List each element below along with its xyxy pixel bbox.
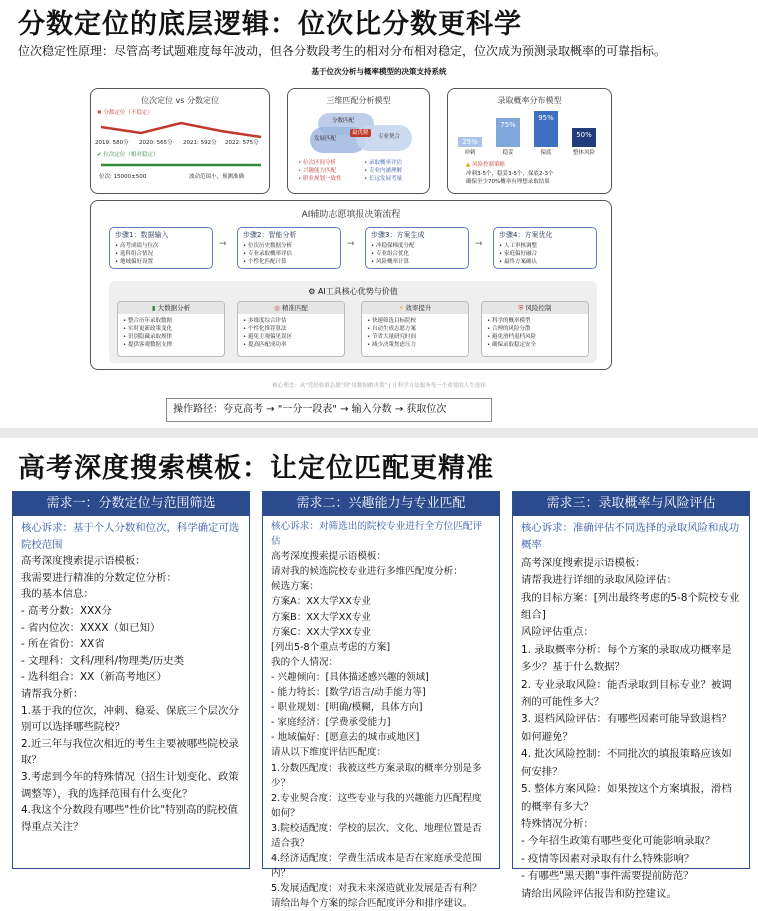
rank-line-chart xyxy=(97,161,265,169)
step-4: 步骤4：方案优化 • 人工审核调整 • 家庭偏好融合 • 最终方案确认 xyxy=(493,227,597,269)
step-3: 步骤3：方案生成 • 冲稳保梯度分配 • 专业组合优化 • 风险概率计算 xyxy=(365,227,469,269)
adv-precise-match: ◎ 精准匹配 • 多维度综合评估 • 个性化推荐算法 • 避免主观偏见误区 • 提高匹配成功率 xyxy=(237,301,345,357)
text-line: 2.近三年与我位次相近的考生主要被哪些院校录取？ xyxy=(21,737,239,767)
match-model-panel xyxy=(287,88,430,194)
score-line-chart xyxy=(97,119,265,141)
prob-panel-title: 录取概率分布模型 xyxy=(497,96,562,105)
match-bullets-right: • 录取概率评估 • 专业内涵理解 • 长远发展考量 xyxy=(364,160,402,182)
text-line: 5.发展适配度：对我未来深造就业发展是否有利？ xyxy=(271,883,482,895)
score-label: ✖ 分数定位（不稳定） xyxy=(97,110,153,116)
step-4-title: 步骤4：方案优化 xyxy=(499,231,553,239)
text-line: 5. 整体方案风险：如果按这个方案填报，滑档的概率有多大？ xyxy=(521,783,732,813)
text-line: - 能力特长：[数学/语言/动手能力等] xyxy=(271,687,426,699)
warning-icon: ▲ xyxy=(466,162,471,168)
text-line: - 省内位次：XXXX（如已知） xyxy=(21,621,161,634)
probability-bar: 75% xyxy=(496,118,520,147)
text-line: 请帮我分析： xyxy=(21,687,84,700)
year-2022: 2022: 575分 xyxy=(225,140,259,146)
text-line: 方案B：XX大学XX专业 xyxy=(271,611,372,623)
text-line: 请给出每个方案的综合匹配度评分和排序建议。 xyxy=(271,898,473,910)
cross-icon: ✖ xyxy=(97,110,102,116)
adv-big-data: ▮ 大数据分析 • 整合历年录取数据 • 实时更新政策变化 • 识别隐藏录取规律 • 提供客观数据支撑 xyxy=(117,301,225,357)
warn-line-1: 冲刺3-5个，稳妥3-5个，保底2-3个 xyxy=(466,171,554,177)
probability-bars xyxy=(458,109,608,159)
match-bullets-left: • 位次区间分析 • 兴趣能力匹配 • 职业规划一致性 xyxy=(298,160,342,182)
text-line: 1. 录取概率分析：每个方案的录取成功概率是多少？基于什么数据？ xyxy=(521,643,732,674)
text-line: - 家庭经济：[学费承受能力] xyxy=(271,717,391,729)
chart-icon: ▮ xyxy=(151,304,156,312)
rank-note: 波动范围小，预测准确 xyxy=(189,174,245,180)
text-line: - 地域偏好：[愿意去的城市或地区] xyxy=(271,732,420,744)
column-2-core: 核心诉求：对筛选出的院校专业进行全方位匹配评估 xyxy=(271,521,483,548)
text-line: 3. 退档风险评估：有哪些因素可能导致退档？如何避免？ xyxy=(521,713,732,743)
lightning-icon: ⚡ xyxy=(398,304,404,312)
text-line: 4.经济适配度：学费生活成本是否在家庭承受范围内？ xyxy=(271,853,482,880)
probability-bar-caption: 整体风险 xyxy=(572,150,595,156)
match-panel-title: 三维匹配分析模型 xyxy=(326,96,391,105)
need-column-2 xyxy=(262,491,500,910)
operation-path: 操作路径：夸克高考 → "一分一段表" → 输入分数 → 获取位次 xyxy=(166,398,492,422)
column-2-header: 需求二：兴趣能力与专业匹配 xyxy=(263,492,499,516)
section2-title: 高考深度搜索模板：让定位匹配更精准 xyxy=(18,453,494,484)
need-column-1 xyxy=(12,491,250,869)
text-line: 4. 批次风险控制：不同批次的填报策略应该如何安排？ xyxy=(521,748,732,778)
text-line: 请给出风险评估报告和防控建议。 xyxy=(521,887,677,900)
probability-bar-caption: 冲刺 xyxy=(464,150,476,156)
probability-bar: 95% xyxy=(534,111,558,147)
text-line: 我的目标方案：[列出最终考虑的5-8个院校专业组合] xyxy=(521,591,740,622)
text-line: - 文理科：文科/理科/物理类/历史类 xyxy=(21,654,185,667)
target-icon: ◎ xyxy=(274,304,280,312)
ai-process-panel xyxy=(90,200,612,370)
rank-panel-title: 位次定位 vs 分数定位 xyxy=(141,96,219,105)
rank-vs-score-panel xyxy=(90,88,270,194)
venn-develop: 发展匹配 xyxy=(314,136,337,142)
text-line: [列出5-8个重点考虑的方案] xyxy=(271,641,391,653)
text-line: - 疫情等因素对录取有什么特殊影响？ xyxy=(521,852,695,865)
step-2-title: 步骤2：智能分析 xyxy=(243,231,297,239)
arrow-icon: → xyxy=(219,239,227,249)
section-divider xyxy=(0,428,758,438)
text-line: - 有哪些"黑天鹅"事件需要提前防范？ xyxy=(521,870,694,883)
text-line: 请从以下维度评估匹配度： xyxy=(271,747,387,759)
text-line: 请对我的候选院校专业进行多维匹配度分析： xyxy=(271,566,463,578)
year-2020: 2020: 565分 xyxy=(139,140,173,146)
ai-advantages-box xyxy=(109,281,597,363)
year-2021: 2021: 592分 xyxy=(183,140,217,146)
text-line: 请帮我进行详细的录取风险评估： xyxy=(521,574,677,587)
arrow-icon: → xyxy=(475,239,483,249)
arrow-icon: → xyxy=(347,239,355,249)
check-icon: ✔ xyxy=(97,152,102,158)
column-1-header: 需求一：分数定位与范围筛选 xyxy=(13,492,249,516)
text-line: - 职业规划：[明确/模糊，具体方向] xyxy=(271,702,423,714)
text-line: 高考深度搜索提示语模板： xyxy=(21,555,146,568)
diagram-title: 基于位次分析与概率模型的决策支持系统 xyxy=(311,67,447,76)
text-line: 我的个人情况： xyxy=(271,656,339,668)
text-line: 风险评估重点： xyxy=(521,626,594,639)
text-line: 高考深度搜索提示语模板： xyxy=(521,556,646,569)
text-line: 我需要进行精准的分数定位分析： xyxy=(21,571,177,584)
warn-title: ▲ 风险控制策略 xyxy=(466,162,505,168)
probability-bar-caption: 稳妥 xyxy=(502,150,514,156)
probability-bar: 50% xyxy=(572,128,596,147)
column-3-core: 核心诉求：准确评估不同选择的录取风险和成功概率 xyxy=(521,522,740,552)
column-1-core: 核心诉求：基于个人分数和位次，科学确定可选院校范围 xyxy=(21,522,240,551)
text-line: 高考深度搜索提示语模板： xyxy=(271,551,387,563)
core-idea: 核心理念：从"凭经验填志愿"到"用数据做决策" | 让科学方法服务每一个重要的人生选择 xyxy=(272,383,486,389)
page-title: 分数定位的底层逻辑：位次比分数更科学 xyxy=(18,9,522,40)
text-line: 方案C：XX大学XX专业 xyxy=(271,626,372,638)
text-line: 2. 专业录取风险：能否录取到目标专业？被调剂的可能性多大？ xyxy=(521,678,732,709)
text-line: 候选方案： xyxy=(271,581,319,593)
ai-panel-title: AI辅助志愿填报决策流程 xyxy=(301,210,401,220)
shield-icon: ⛨ xyxy=(518,304,524,312)
step-2: 步骤2：智能分析 • 位次历史数据分析 • 专业录取概率评估 • 个性化匹配计算 xyxy=(237,227,341,269)
adv-efficiency: ⚡ 效率提升 • 快速筛选目标院校 • 自动生成志愿方案 • 节省大量研究时间 • 减少决策焦虑压力 xyxy=(361,301,469,357)
text-line: 2.专业契合度：这些专业与我的兴趣能力匹配程度如何？ xyxy=(271,792,482,819)
probability-bar-caption: 保底 xyxy=(540,150,552,156)
text-line: 特殊情况分析： xyxy=(521,817,594,830)
rank-value: 位次: 15000±500 xyxy=(99,174,147,180)
text-line: 4.我这个分数段有哪些"性价比"特别高的院校值得重点关注？ xyxy=(21,804,238,833)
text-line: 1.分数匹配度：我被这些方案录取的概率分别是多少？ xyxy=(271,762,482,789)
adv-risk-control: ⛨ 风险控制 • 科学的概率模型 • 合理的风险分散 • 避免滑档退档风险 • 确保录取稳定安全 xyxy=(481,301,589,357)
probability-panel xyxy=(447,88,612,194)
step-1: 步骤1：数据输入 • 高考成绩与位次 • 选科组合情况 • 地域偏好设置 xyxy=(109,227,213,269)
rank-label: ✔ 位次定位（相对稳定） xyxy=(97,152,159,158)
need-column-3 xyxy=(512,491,750,900)
venn-score: 分数匹配 xyxy=(332,118,355,124)
text-line: 3.考虑到今年的特殊情况（招生计划变化、政策调整等），我的选择范围有什么变化？ xyxy=(21,770,239,800)
text-line: 3.院校适配度：学校的层次、文化、地理位置是否适合我？ xyxy=(271,822,482,849)
text-line: 方案A：XX大学XX专业 xyxy=(271,596,372,608)
text-line: - 兴趣倾向：[具体描述感兴趣的领域] xyxy=(271,671,429,683)
column-3-header: 需求三：录取概率与风险评估 xyxy=(513,492,749,516)
venn-diagram xyxy=(308,111,412,155)
robot-icon: ⚙ xyxy=(308,287,316,296)
text-line: - 高考分数：XXX分 xyxy=(21,604,112,617)
step-3-title: 步骤3：方案生成 xyxy=(371,231,425,239)
probability-bar: 25% xyxy=(458,137,482,147)
adv-title: ⚙ AI工具核心优势与价值 xyxy=(308,287,398,296)
venn-major: 专业契合 xyxy=(378,134,401,140)
text-line: - 今年招生政策有哪些变化可能影响录取？ xyxy=(521,835,716,848)
page-subtitle: 位次稳定性原理：尽管高考试题难度每年波动，但各分数段考生的相对分布相对稳定，位次成为预测录取概率的可靠指标。 xyxy=(18,44,667,58)
text-line: - 所在省份：XX省 xyxy=(21,638,105,651)
text-line: - 选科组合：XX（新高考地区） xyxy=(21,671,167,684)
venn-optimal: 最优解 xyxy=(352,130,369,136)
text-line: 1.基于我的位次，冲刺、稳妥、保底三个层次分别可以选择哪些院校？ xyxy=(21,704,239,734)
year-2019: 2019: 580分 xyxy=(95,140,129,146)
warn-line-2: 确保至少70%概率有理想录取结果 xyxy=(466,179,550,185)
text-line: 我的基本信息： xyxy=(21,588,94,601)
step-1-title: 步骤1：数据输入 xyxy=(115,231,169,239)
